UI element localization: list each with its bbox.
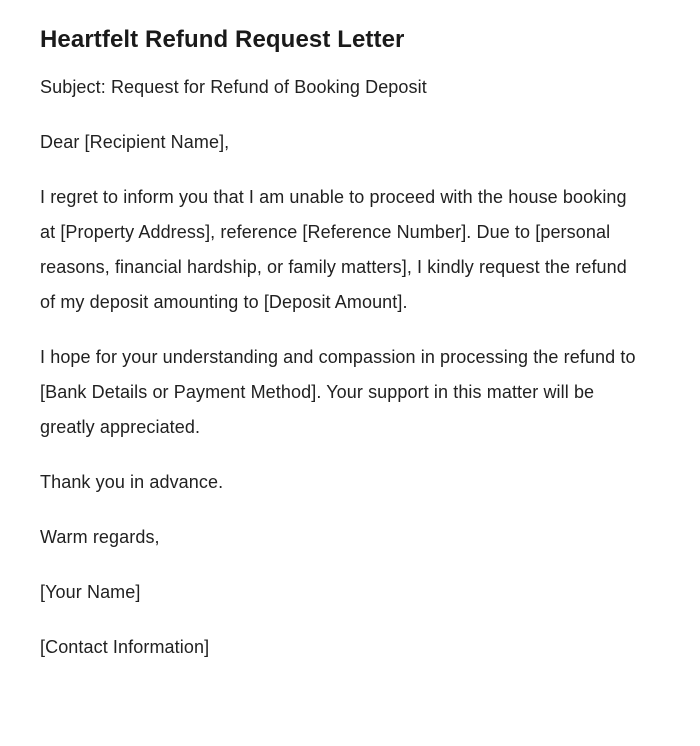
signature-name-placeholder: [Your Name]	[40, 582, 141, 602]
thanks-line: Thank you in advance.	[40, 472, 224, 492]
letter-paragraph: I hope for your understanding and compassion in processing the refund to [Bank Details or Payment Method]. Your support in this matter will be greatly appreciated.	[40, 347, 636, 437]
subject-line: Subject: Request for Refund of Booking Deposit	[40, 77, 427, 97]
letter-paragraph: I regret to inform you that I am unable to proceed with the house booking at [Property Address], reference [Reference Number]. Due to [personal reasons, financial hardship, or family matters], I kindly request the refund of my deposit amounting to [Deposit Amount].	[40, 187, 627, 312]
contact-info-placeholder: [Contact Information]	[40, 637, 210, 657]
salutation-line: Dear [Recipient Name],	[40, 132, 230, 152]
closing-line: Warm regards,	[40, 527, 160, 547]
page-title: Heartfelt Refund Request Letter	[40, 26, 405, 53]
